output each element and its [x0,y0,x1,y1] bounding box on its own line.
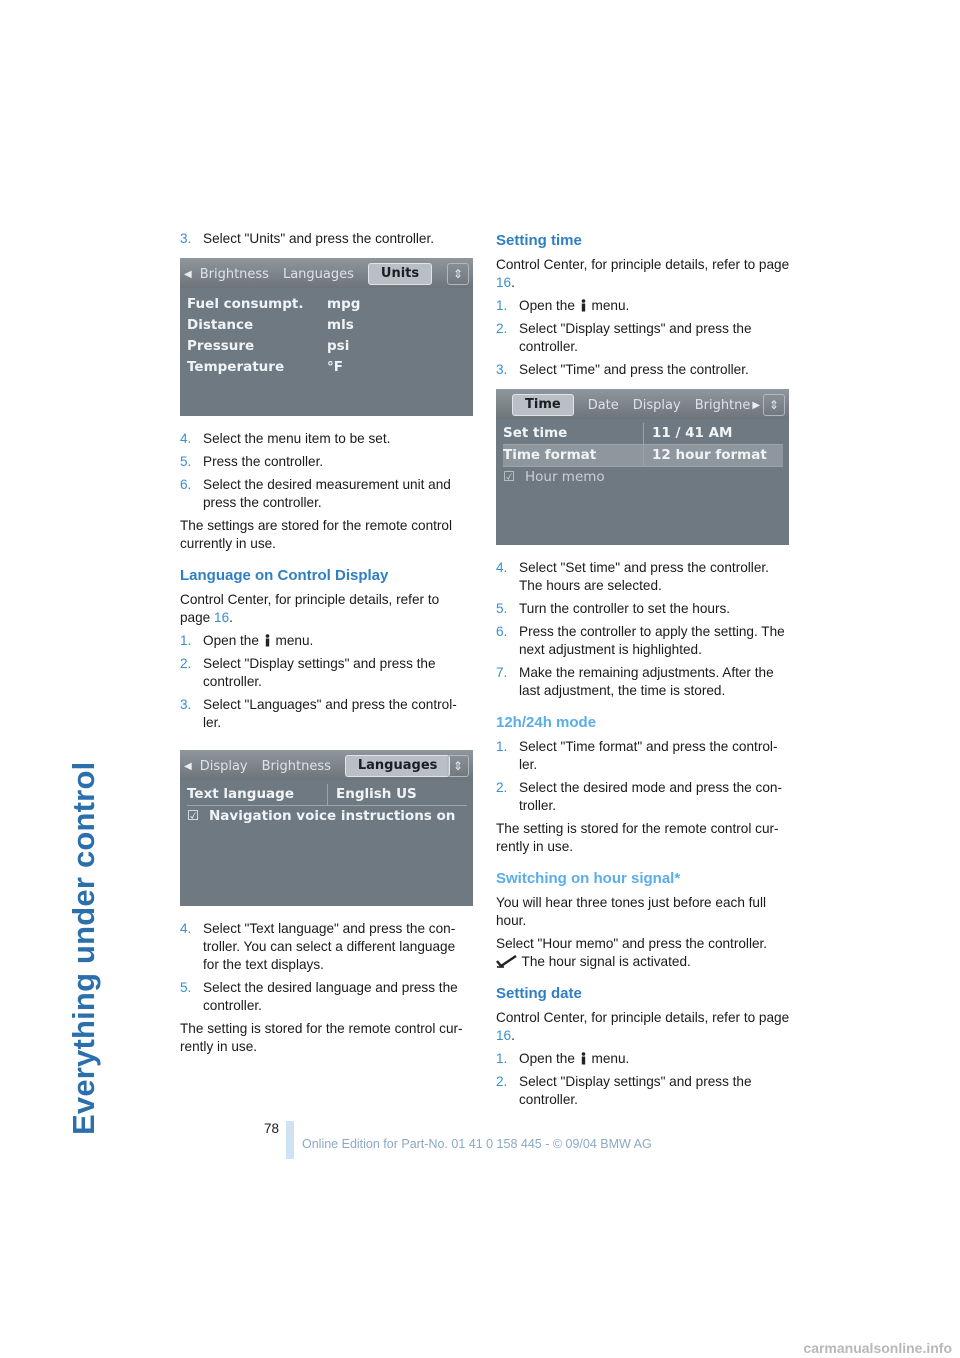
step-number: 4. [180,921,192,936]
step [496,1050,792,1068]
step-text: Press the controller to apply the setting. The next adjustment is highlighted. [519,624,785,657]
screen-rows [187,294,467,378]
step-number: 5. [496,601,508,616]
checkmark-icon: ☑ [187,808,200,824]
controller-icon: ⇕ [447,263,469,285]
screen-tab: Display [199,759,248,774]
step-number: 5. [180,980,192,995]
step-number: 2. [496,780,508,795]
row-value: English US [336,786,417,802]
screen-tabs [184,265,446,285]
body-text: Select "Hour memo" and press the controller. [496,936,768,951]
controller-icon: ⇕ [763,394,785,416]
screen-tabs [184,757,464,777]
intro-text: Control Center, for principle details, refer to page [496,257,790,272]
left-arrow-icon: ◀ [184,761,192,772]
online-edition-note: Online Edition for Part-No. 01 41 0 158 445 - © 09/04 BMW AG [302,1137,652,1151]
side-title-text: Everything under control [66,761,101,1135]
info-menu-icon [580,1052,587,1065]
step-text: Select "Time format" and press the control-ler. [519,739,778,772]
step [180,430,470,448]
screen-row [503,423,783,445]
screen-row-highlighted [503,445,783,467]
step-text: Select "Units" and press the controller. [203,231,435,246]
row-value: psi [327,338,350,354]
screen-tab: Date [587,398,619,413]
body-paragraph: You will hear three tones just before each full hour. [496,895,767,928]
time-menu-screenshot [496,389,789,545]
screen-tab: Display [632,398,681,413]
step [496,559,792,595]
footer-accent-bar [286,1121,294,1159]
screen-tab: Brightness [199,267,269,282]
step-number: 3. [496,362,508,377]
step-text: Select "Text language" and press the con-troller. You can select a different language for the text displays. [203,921,456,972]
step-text: Select the desired language and press the controller. [203,980,458,1013]
page-link[interactable]: 16 [214,610,230,625]
screen-row [187,315,467,336]
step-number: 6. [180,477,192,492]
step-text: Press the controller. [203,454,324,469]
intro-paragraph: Control Center, for principle details, refer to page 16. [180,592,440,625]
step-number: 2. [496,321,508,336]
row-value: °F [327,359,343,375]
screen-tabs [500,396,768,416]
step [496,320,792,356]
step [180,453,470,471]
row-label: Pressure [187,338,255,354]
step-text-part: menu. [591,298,630,313]
step [496,623,792,659]
section-heading: 12h/24h mode [496,714,597,731]
controller-icon: ⇕ [447,755,469,777]
step-text-part: Open the [203,633,259,648]
screen-row [503,467,783,488]
info-menu-icon [580,299,587,312]
step-number: 2. [180,656,192,671]
step-text: Select "Time" and press the controller. [519,362,749,377]
step-number: 3. [180,231,192,246]
row-label: Distance [187,317,254,333]
step [496,361,792,379]
step [180,696,470,732]
step [496,600,792,618]
step-text: Select "Display settings" and press the controller. [203,656,436,689]
section-heading: Switching on hour signal* [496,870,681,887]
step [496,664,792,700]
step-text: Select "Display settings" and press the controller. [519,321,752,354]
units-menu-screenshot [180,258,473,416]
row-label: Navigation voice instructions on [209,808,456,824]
step [496,779,792,815]
step-text: Select the desired mode and press the con-troller. [519,780,782,813]
step-text [519,297,792,315]
screen-row [187,336,467,357]
step-number: 1. [496,298,508,313]
screen-row [187,357,467,378]
step [496,1073,792,1109]
step-text-part: Open the [519,298,575,313]
step [180,230,470,248]
step-number: 3. [180,697,192,712]
screen-tab-active: Languages [345,755,451,777]
step-text: Select the desired measurement unit and press the controller. [203,477,451,510]
step-number: 2. [496,1074,508,1089]
screen-rows [503,423,783,488]
step-text: Select "Display settings" and press the controller. [519,1074,752,1107]
row-value: mpg [327,296,361,312]
step-number: 7. [496,665,508,680]
row-label: Hour memo [525,469,605,485]
step-number: 1. [496,1051,508,1066]
step-number: 1. [180,633,192,648]
info-menu-icon [264,634,271,647]
page-link[interactable]: 16 [496,275,512,290]
languages-menu-screenshot [180,750,473,906]
left-column [180,230,470,1061]
step-text: Select "Set time" and press the controller. The hours are selected. [519,560,769,593]
step-number: 1. [496,739,508,754]
left-arrow-icon: ◀ [184,269,192,280]
page-number: 78 [264,1121,280,1136]
section-heading: Setting time [496,232,582,249]
section-heading: Setting date [496,985,582,1002]
row-label: Fuel consumpt. [187,296,304,312]
body-paragraph: The setting is stored for the remote control cur-rently in use. [180,1021,463,1054]
watermark: carmanualsonline.info [803,1340,952,1356]
step [180,920,470,974]
screen-tab: Brightne [694,398,751,413]
row-value: 12 hour format [652,447,767,463]
step-text-part: menu. [275,633,314,648]
page-link[interactable]: 16 [496,1028,512,1043]
intro-paragraph: Control Center, for principle details, refer to page 16. [496,257,790,290]
step-text: Select "Languages" and press the control-ler. [203,697,457,730]
checkmark-icon [496,955,518,968]
step-text: Turn the controller to set the hours. [519,601,731,616]
step [180,655,470,691]
intro-text: Control Center, for principle details, refer to page [496,1010,790,1025]
section-heading: Language on Control Display [180,567,389,584]
body-text: The hour signal is activated. [521,954,691,969]
step-text-part: Open the [519,1051,575,1066]
row-value: mls [327,317,354,333]
screen-row [187,806,467,827]
step [496,297,792,315]
row-label: Temperature [187,359,285,375]
intro-text: Control Center, for principle details, refer to page [180,592,440,625]
screen-row [187,294,467,315]
step-number: 6. [496,624,508,639]
step [180,979,470,1015]
screen-tab: Languages [282,267,354,282]
row-value: 11 / 41 AM [652,425,733,441]
body-paragraph: The setting is stored for the remote control cur-rently in use. [496,821,779,854]
step-number: 4. [180,431,192,446]
right-arrow-icon: ▶ [752,400,761,411]
row-label: Set time [503,423,644,444]
screen-row [187,784,467,806]
row-label: Time format [503,445,644,466]
screen-tab-active: Time [512,394,574,416]
step-text [203,632,470,650]
step-text [519,1050,792,1068]
screen-tab-active: Units [368,263,432,285]
body-paragraph: The settings are stored for the remote control currently in use. [180,518,453,551]
body-paragraph [496,935,792,971]
step-text-part: menu. [591,1051,630,1066]
screen-tab: Brightness [261,759,331,774]
step [180,476,470,512]
step-number: 4. [496,560,508,575]
checkmark-icon: ☑ [503,469,516,485]
row-label: Text language [187,784,328,805]
step-text: Select the menu item to be set. [203,431,391,446]
step [180,632,470,650]
step [496,738,792,774]
intro-paragraph: Control Center, for principle details, refer to page 16. [496,1010,790,1043]
screen-rows [187,784,467,827]
step-number: 5. [180,454,192,469]
step-text: Make the remaining adjustments. After the last adjustment, the time is stored. [519,665,774,698]
right-column [496,232,792,1114]
